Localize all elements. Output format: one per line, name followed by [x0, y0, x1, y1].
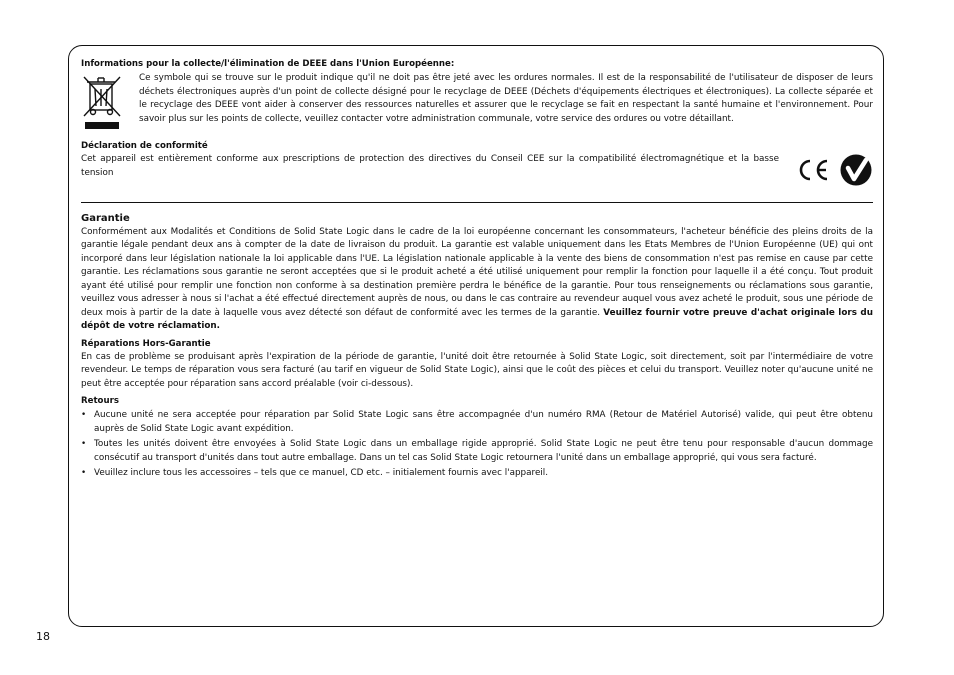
- section-divider: [81, 202, 873, 203]
- page-content: [81, 58, 873, 483]
- declaration-section: [81, 153, 873, 193]
- garantie-heading: Garantie: [81, 212, 130, 224]
- page-number: 18: [36, 630, 50, 643]
- list-item: • Veuillez inclure tous les accessoires – tels que ce manuel, CD etc. – initialement fournis avec l'appareil.: [81, 468, 549, 478]
- conformity-logos: [793, 153, 873, 193]
- declaration-heading: Déclaration de conformité: [81, 141, 208, 151]
- ce-mark-icon: [795, 157, 831, 189]
- declaration-text: Cet appareil est entièrement conforme aux prescriptions de protection des directives du Conseil CEE sur la compatibilité électromagnétique et la basse tension: [81, 154, 779, 178]
- weee-section: [81, 72, 873, 136]
- garantie-body: Conformément aux Modalités et Conditions de Solid State Logic dans le cadre de la loi européenne concernant les consommateurs, l'acheteur bénéficie des pleins droits de la garantie légale pendant deux ans à compter de la date de livraison du produit. La garantie est valable uniquement dans les Etats Membres de l'Union Européenne (UE) qui ont incorporé dans leur législation nationale la loi applicable dans l'UE. La législation nationale applicable à la vente des biens de consommation n'est pas remise en cause par cette garantie. Les réclamations sous garantie ne seront acceptées que si le produit acheté a été utilisé uniquement pour remplir la fonction pour laquelle il a été conçu. Tout produit ayant été utilisé pour remplir une fonction non conforme à sa destination première perdra le bénéfice de la garantie. Pour tous renseignements ou réclamations sous garantie, veuillez vous adresser à nous si l'achat a été effectué directement auprès de nous, ou dans le cas contraire au revendeur auquel vous avez acheté le produit, sous une période de deux mois à partir de la date à laquelle vous avez détecté son défaut de conformité avec les termes de la garantie.: [81, 226, 873, 318]
- list-item: • Aucune unité ne sera acceptée pour réparation par Solid State Logic sans être accompagnée d'un numéro RMA (Retour de Matériel Autorisé) valide, qui peut être obtenu auprès de Solid State Logic avant expédition.: [81, 410, 873, 434]
- garantie-bold-note: Veuillez fournir votre preuve d'achat originale lors du dépôt de votre réclamation.: [81, 307, 873, 331]
- retours-heading: Retours: [81, 396, 119, 406]
- retours-list: [81, 409, 873, 481]
- weee-heading: Informations pour la collecte/l'élimination de DEEE dans l'Union Européenne:: [81, 59, 455, 69]
- weee-text: Ce symbole qui se trouve sur le produit indique qu'il ne doit pas être jeté avec les ordures normales. Il est de la responsabilité de l'utilisateur de disposer de leurs déchets électroniques auprès d'un point de collecte désigné pour le recyclage de DEEE (Déchets d'équipements électriques et électroniques). La collecte séparée et le recyclage des DEEE vont aider à conserver des ressources naturelles et assurer que le recyclage se fait en respectant la santé humaine et l'environnement. Pour savoir plus sur les points de collecte, veuillez contacter votre administration communale, votre service des ordures ou votre détaillant.: [139, 73, 873, 124]
- c-tick-mark-icon: [839, 153, 873, 193]
- reparations-text: En cas de problème se produisant après l'expiration de la période de garantie, l'unité doit être retournée à Solid State Logic, soit directement, soit par l'intermédiaire de votre revendeur. Le temps de réparation vous sera facturé (au tarif en vigueur de Solid State Logic), ainsi que le coût des pièces et celui du transport. Veuillez noter qu'aucune unité ne peut être acceptée pour réparation sans accord préalable (voir ci-dessous).: [81, 351, 873, 389]
- list-item: • Toutes les unités doivent être envoyées à Solid State Logic dans un emballage rigide approprié. Solid State Logic ne peut être tenu pour responsable d'aucun dommage consécutif au transport d'unités dans tout autre emballage. Dans un tel cas Solid State Logic retournera l'unité dans un emballage approprié, qui vous sera facturé.: [81, 439, 873, 463]
- crossed-out-wheelie-bin-icon: [81, 72, 139, 136]
- garantie-text: [81, 226, 873, 334]
- reparations-heading: Réparations Hors-Garantie: [81, 338, 211, 349]
